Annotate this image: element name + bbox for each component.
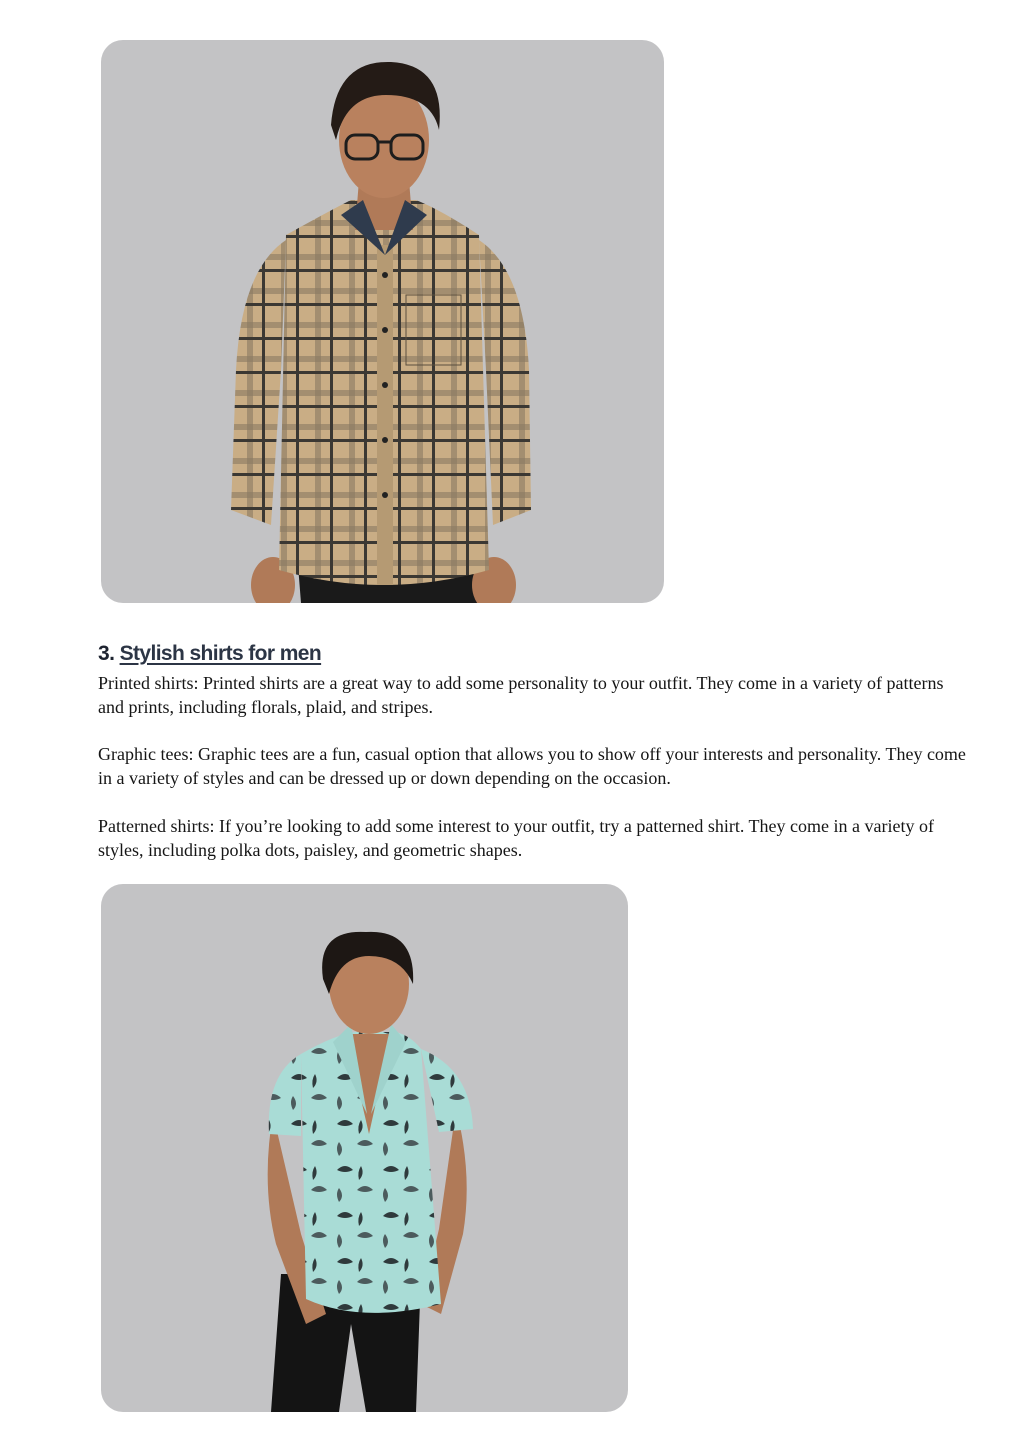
section-number: 3.: [98, 642, 115, 665]
section-heading: [98, 642, 321, 666]
paragraph-graphic-tees: Graphic tees: Graphic tees are a fun, casual option that allows you to show off your interests and personality. They come in a variety of styles and can be dressed up or down depending on the occasion.: [98, 744, 966, 788]
plaid-shirt-photo: [101, 40, 664, 603]
stylish-shirts-link[interactable]: Stylish shirts for men: [119, 642, 322, 665]
plaid-shirt-illustration: [101, 40, 664, 603]
floral-shirt-photo: [101, 884, 628, 1412]
paragraph-patterned-shirts: Patterned shirts: If you’re looking to add some interest to your outfit, try a patterned shirt. They come in a variety of styles, including polka dots, paisley, and geometric shapes.: [98, 816, 934, 860]
paragraph-printed-shirts: Printed shirts: Printed shirts are a great way to add some personality to your outfit. They come in a variety of patterns and prints, including florals, plaid, and stripes.: [98, 673, 944, 717]
floral-shirt-illustration: [101, 884, 628, 1412]
